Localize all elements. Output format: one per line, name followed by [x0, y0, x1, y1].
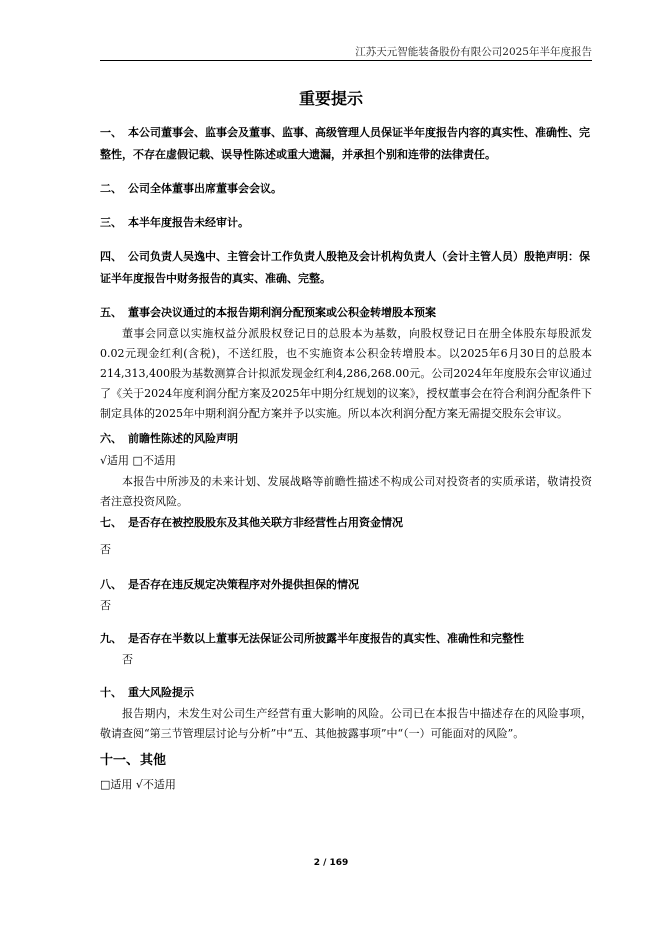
section-9-number: 九、 [100, 632, 122, 645]
section-3-text: 本半年度报告未经审计。 [128, 216, 249, 229]
section-6-text: 前瞻性陈述的风险声明 [128, 432, 238, 445]
page-number: 2 / 169 [313, 858, 349, 868]
section-3-number: 三、 [100, 216, 122, 229]
section-5 [100, 302, 592, 324]
section-6-option: √适用 □不适用 [100, 454, 176, 467]
section-8 [100, 574, 592, 596]
section-5-number: 五、 [100, 306, 122, 319]
section-4-number: 四、 [100, 250, 122, 263]
section-3 [100, 212, 592, 234]
section-8-text: 是否存在违反规定决策程序对外提供担保的情况 [128, 578, 359, 591]
document-body [100, 122, 592, 796]
section-8-number: 八、 [100, 578, 122, 591]
section-2-text: 公司全体董事出席董事会会议。 [128, 182, 282, 195]
section-5-body: 董事会同意以实施权益分派股权登记日的总股本为基数，向股权登记日在册全体股东每股派发0.02元现金红利(含税)，不送红股，也不实施资本公积金转增股本。以2025年6月30日的总股本214,313,400股为基数测算合计拟派发现金红利4,286,268.00元。公司2024年年度股东会审议通过了《关于2024年度利润分配方案及2025年中期分红规划的议案》，授权董事会在符合利润分配条件下制定具体的2025年中期利润分配方案并予以实施。所以本次利润分配方案无需提交股东会审议。 [100, 327, 592, 420]
section-9 [100, 628, 592, 650]
section-7 [100, 512, 592, 534]
section-11-option: □适用 √不适用 [100, 778, 176, 791]
section-4 [100, 246, 592, 290]
section-11-number: 十一、 [100, 753, 140, 768]
section-4-text: 公司负责人吴逸中、主管会计工作负责人殷艳及会计机构负责人（会计主管人员）殷艳声明：保证半年度报告中财务报告的真实、准确、完整。 [100, 250, 590, 285]
section-1-number: 一、 [100, 126, 122, 139]
header-rule [100, 60, 592, 61]
section-8-answer: 否 [100, 599, 111, 612]
section-7-number: 七、 [100, 516, 122, 529]
section-2 [100, 178, 592, 200]
section-6-number: 六、 [100, 432, 122, 445]
section-1 [100, 122, 592, 166]
page-header: 江苏天元智能装备股份有限公司2025年半年度报告 [355, 46, 592, 58]
section-5-text: 董事会决议通过的本报告期利润分配预案或公积金转增股本预案 [128, 306, 436, 319]
section-10-body: 报告期内，未发生对公司生产经营有重大影响的风险。公司已在本报告中描述存在的风险事项，敬请查阅“第三节管理层讨论与分析”中“五、其他披露事项”中“（一）可能面对的风险”。 [100, 707, 592, 740]
section-11-text: 其他 [140, 753, 167, 768]
section-9-answer: 否 [122, 653, 133, 666]
section-10-text: 重大风险提示 [128, 686, 194, 699]
section-1-text: 本公司董事会、监事会及董事、监事、高级管理人员保证半年度报告内容的真实性、准确性、完整性，不存在虚假记载、误导性陈述或重大遗漏，并承担个别和连带的法律责任。 [100, 126, 590, 161]
page-title: 重要提示 [298, 89, 363, 108]
section-2-number: 二、 [100, 182, 122, 195]
section-7-answer: 否 [100, 543, 111, 556]
section-10-number: 十、 [100, 686, 122, 699]
section-11 [100, 748, 592, 774]
section-6-body: 本报告中所涉及的未来计划、发展战略等前瞻性描述不构成公司对投资者的实质承诺，敬请投资者注意投资风险。 [100, 475, 592, 508]
section-6 [100, 428, 592, 450]
section-7-text: 是否存在被控股股东及其他关联方非经营性占用资金情况 [128, 516, 403, 529]
section-10 [100, 682, 592, 704]
section-9-text: 是否存在半数以上董事无法保证公司所披露半年度报告的真实性、准确性和完整性 [128, 632, 524, 645]
